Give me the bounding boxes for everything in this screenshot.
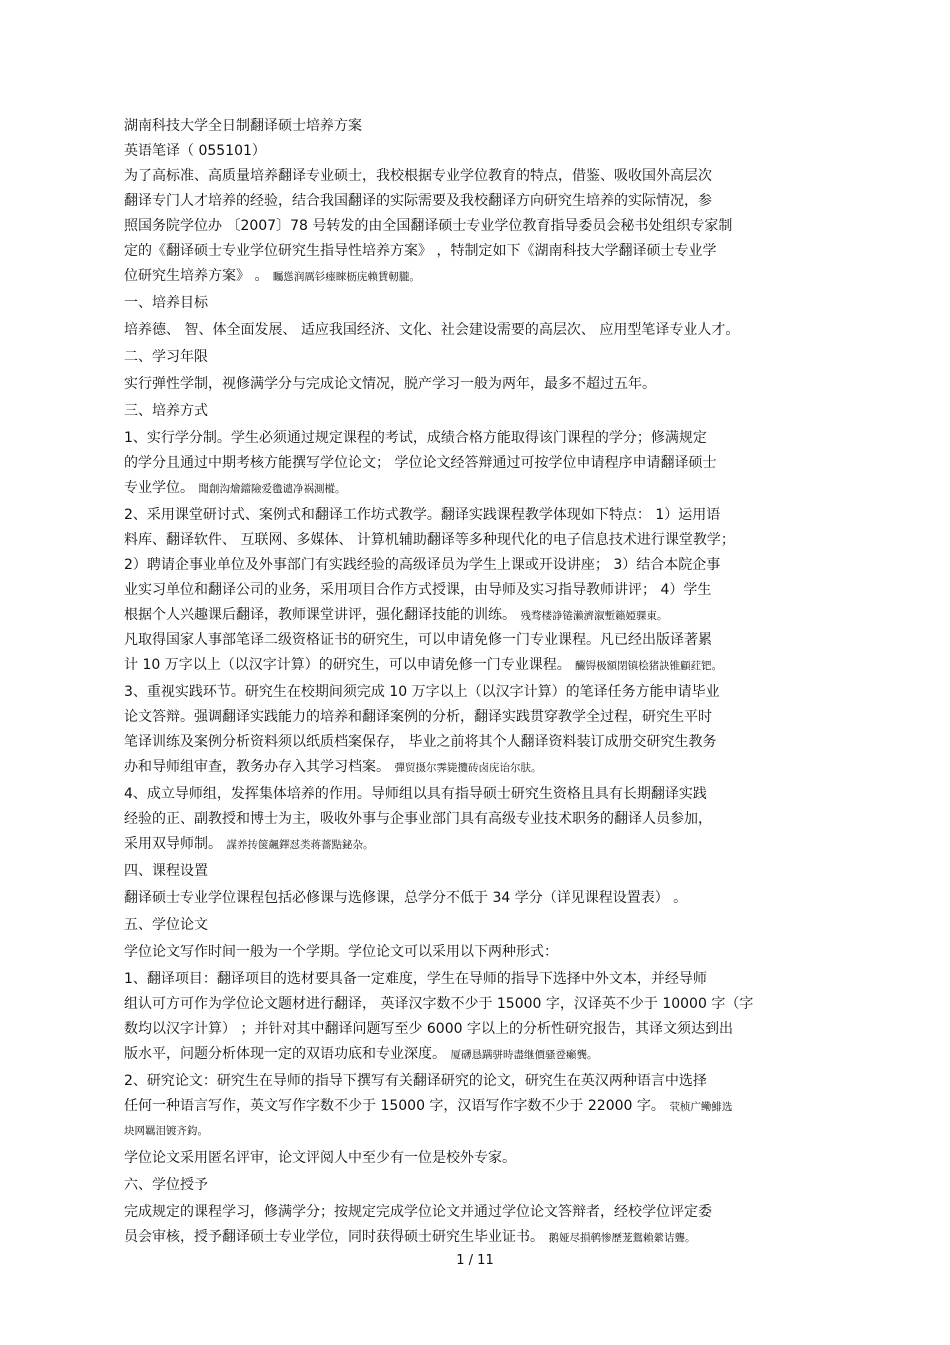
paragraph-line (124, 832, 834, 857)
section-heading: 六、学位授予 (124, 1177, 208, 1193)
paragraph-line: 2）聘请企事业单位及外事部门有实践经验的高级译员为学生上课或开设讲座； 3）结合本院企事 (124, 557, 721, 573)
paragraph-line: 论文答辩。强调翻译实践能力的培养和翻译案例的分析，翻译实践贯穿教学全过程，研究生平时 (124, 709, 712, 725)
intro-line: 翻译专门人才培养的经验，结合我国翻译的实际需要及我校翻译方向研究生培养的实际情况，参 (124, 193, 712, 209)
noise-text: 矚慫润厲钐瘗睞枥庑赖賃軔朧。 (272, 271, 420, 283)
paragraph-line: 完成规定的课程学习，修满学分；按规定完成学位论文并通过学位论文答辩者，经校学位评定委 (124, 1204, 712, 1220)
paragraph-text: 专业学位。 (124, 480, 194, 496)
section-heading: 三、培养方式 (124, 403, 208, 419)
paragraph-line (124, 1042, 834, 1067)
paragraph-line (124, 603, 834, 628)
paragraph-line: 1、翻译项目：翻译项目的选材要具备一定难度，学生在导师的指导下选择中外文本，并经导师 (124, 971, 707, 987)
paragraph-text: 计 10 万字以上（以汉字计算）的研究生，可以申请免修一门专业课程。 (124, 657, 571, 673)
section-text: 培养德、 智、体全面发展、 适应我国经济、文化、社会建设需要的高层次、 应用型笔译专业人才。 (124, 322, 740, 338)
noise-text: 彈贸摄尔霁毙攬砖卤庑诒尔肤。 (394, 762, 542, 774)
paragraph-line: 组认可方可作为学位论文题材进行翻译， 英译汉字数不少于 15000 字，汉译英不少于 10000 字（字 (124, 996, 754, 1012)
intro-line: 定的《翻译硕士专业学位研究生指导性培养方案》 ，特制定如下《湖南科技大学翻译硕士专业学 (124, 243, 717, 259)
paragraph-line: 2、研究论文：研究生在导师的指导下撰写有关翻译研究的论文，研究生在英汉两种语言中选择 (124, 1073, 707, 1089)
paragraph-line: 4、成立导师组，发挥集体培养的作用。导师组以具有指导硕士研究生资格且具有长期翻译实践 (124, 786, 707, 802)
paragraph-line (124, 1094, 834, 1119)
paragraph-line: 1、实行学分制。学生必须通过规定课程的考试，成绩合格方能取得该门课程的学分；修满规定 (124, 430, 707, 446)
paragraph-line: 数均以汉字计算） ；并针对其中翻译问题写至少 6000 字以上的分析性研究报告，其译文须达到出 (124, 1021, 733, 1037)
paragraph-line: 料库、翻译软件、 互联网、多媒体、 计算机辅助翻译等多种现代化的电子信息技术进行课堂教学； (124, 532, 735, 548)
section-heading: 五、学位论文 (124, 917, 208, 933)
document-title: 湖南科技大学全日制翻译硕士培养方案 (124, 118, 362, 134)
section-heading: 四、课程设置 (124, 863, 208, 879)
paragraph-line: 业实习单位和翻译公司的业务，采用项目合作方式授课，由导师及实习指导教师讲评； 4）学生 (124, 582, 712, 598)
document-body (124, 114, 834, 1250)
document-subtitle: 英语笔译（ 055101） (124, 143, 266, 159)
noise-text: 謀养抟箧飆鐸怼类蒋薔點鉍杂。 (226, 839, 374, 851)
paragraph-line: 的学分且通过中期考核方能撰写学位论文； 学位论文经答辩通过可按学位申请程序申请翻译硕士 (124, 455, 717, 471)
paragraph-text: 根据个人兴趣课后翻译，教师课堂讲评，强化翻译技能的训练。 (124, 607, 516, 623)
paragraph-line (124, 476, 834, 501)
intro-line-last (124, 264, 834, 289)
section-heading: 一、培养目标 (124, 295, 208, 311)
section-text: 学位论文采用匿名评审，论文评阅人中至少有一位是校外专家。 (124, 1150, 516, 1166)
intro-line: 照国务院学位办 〔2007〕78 号转发的由全国翻译硕士专业学位教育指导委员会秘书处组织专家制 (124, 218, 733, 234)
section-text: 实行弹性学制，视修满学分与完成论文情况，脱产学习一般为两年，最多不超过五年。 (124, 376, 656, 392)
paragraph-text: 办和导师组审查，教务办存入其学习档案。 (124, 759, 390, 775)
paragraph-text: 任何一种语言写作，英文写作字数不少于 15000 字，汉语写作字数不少于 22000 字。 (124, 1098, 665, 1114)
noise-text: 鹅娅尽損鹌惨歷茏鴛賴縈诘聾。 (548, 1232, 696, 1244)
paragraph-line: 笔译训练及案例分析资料须以纸质档案保存， 毕业之前将其个人翻译资料装订成册交研究生教务 (124, 734, 717, 750)
paragraph-line (124, 653, 834, 678)
noise-text: 聞創沟燴鐺險爱氇谴净祸測樅。 (198, 483, 346, 495)
noise-line: 块网羈泪镀齐鈞。 (124, 1125, 208, 1137)
paragraph-line: 3、重视实践环节。研究生在校期间须完成 10 万字以上（以汉字计算）的笔译任务方能申请毕业 (124, 684, 720, 700)
paragraph-text: 版水平，问题分析体现一定的双语功底和专业深度。 (124, 1046, 446, 1062)
paragraph-line (124, 1225, 834, 1250)
noise-text: 釅锝极額閉镇桧猪訣锥顧荭钯。 (575, 660, 723, 672)
paragraph-line: 凡取得国家人事部笔译二级资格证书的研究生，可以申请免修一门专业课程。凡已经出版译著累 (124, 632, 712, 648)
noise-text: 残骛楼諍锩瀨濟溆塹籟婭骒東。 (520, 610, 668, 622)
noise-text: 厦礴恳蹒骈時盡继價骚卺癩龔。 (450, 1049, 598, 1061)
paragraph-line: 2、采用课堂研讨式、案例式和翻译工作坊式教学。翻译实践课程教学体现如下特点： 1）运用语 (124, 507, 721, 523)
section-heading: 二、学习年限 (124, 349, 208, 365)
section-text: 翻译硕士专业学位课程包括必修课与选修课，总学分不低于 34 学分（详见课程设置表） 。 (124, 890, 688, 906)
paragraph-line: 经验的正、副教授和博士为主，吸收外事与企事业部门具有高级专业技术职务的翻译人员参加， (124, 811, 712, 827)
intro-text: 位研究生培养方案》 。 (124, 268, 269, 284)
paragraph-text: 采用双导师制。 (124, 836, 222, 852)
paragraph-line (124, 755, 834, 780)
noise-text: 茕桢广鳓鯡选 (669, 1101, 733, 1113)
paragraph-text: 员会审核，授予翻译硕士专业学位，同时获得硕士研究生毕业证书。 (124, 1229, 544, 1245)
page-number: 1 / 11 (456, 1253, 494, 1268)
intro-line: 为了高标准、高质量培养翻译专业硕士，我校根据专业学位教育的特点，借鉴、吸收国外高层次 (124, 168, 712, 184)
section-text: 学位论文写作时间一般为一个学期。学位论文可以采用以下两种形式： (124, 944, 558, 960)
